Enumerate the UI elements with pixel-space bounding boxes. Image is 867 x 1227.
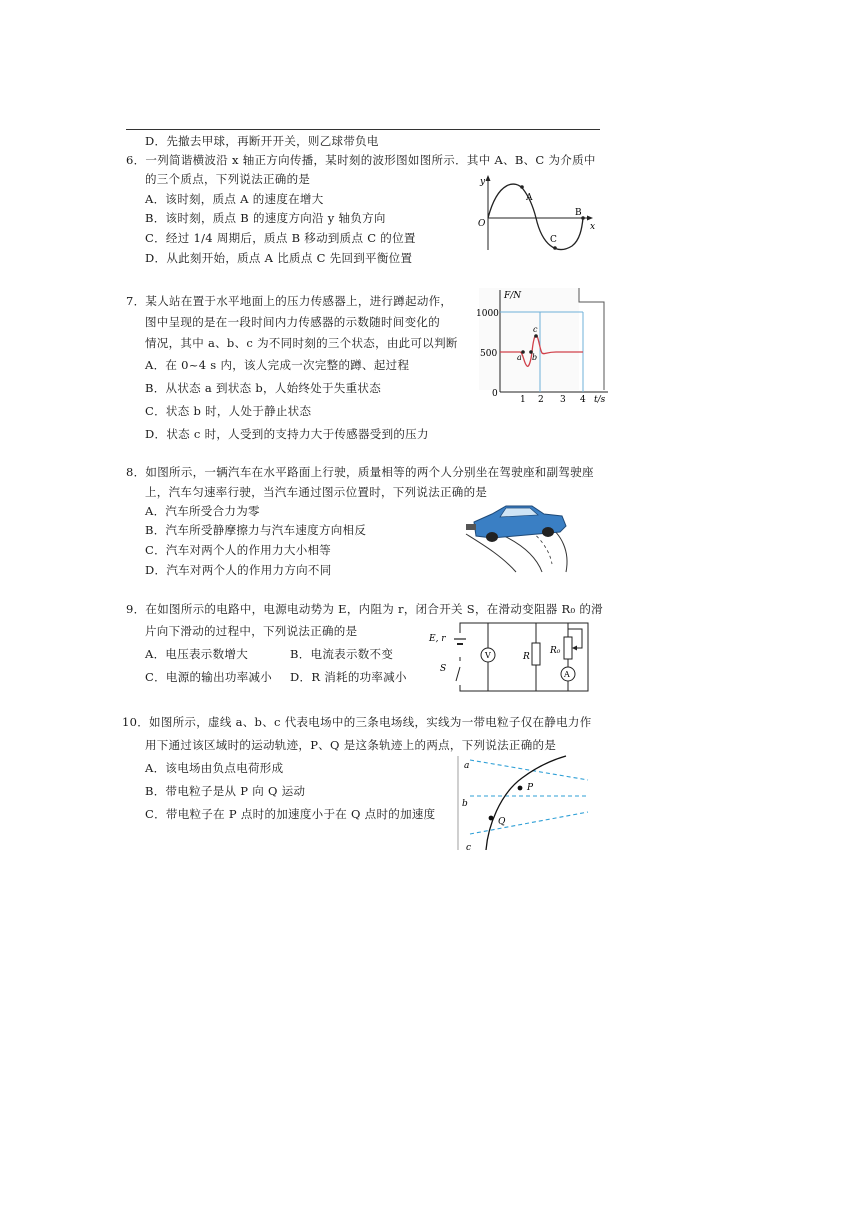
q9-switch-label: S	[440, 664, 447, 674]
q6-option-d: D．从此刻开始，质点 A 比质点 C 先回到平衡位置	[145, 251, 413, 265]
q10-label-a: a	[464, 761, 470, 771]
q6-option-b: B．该时刻，质点 B 的速度方向沿 y 轴负方向	[145, 211, 386, 225]
q6-option-c: C．经过 1/4 周期后，质点 B 移动到质点 C 的位置	[145, 231, 416, 245]
q10-field-line-c	[470, 812, 588, 834]
q9-ammeter-label: A	[564, 670, 570, 679]
q9-option-a: A．电压表示数增大	[145, 647, 249, 661]
q8-option-c: C．汽车对两个人的作用力大小相等	[145, 543, 332, 557]
q6-stem-line2: 的三个质点，下列说法正确的是	[145, 172, 311, 186]
q6-wave-curve	[488, 184, 583, 249]
q7-force-chart	[476, 286, 616, 408]
q10-stem-line2: 用下通过该区域时的运动轨迹，P、Q 是这条轨迹上的两点，下列说法正确的是	[145, 738, 557, 752]
q6-label-c: C	[550, 235, 557, 245]
q8-car-wheel-front	[486, 532, 498, 542]
q6-origin-label: O	[478, 219, 486, 229]
q9-slider-arrow	[572, 646, 577, 651]
q6-stem-line1: 6．一列简谐横波沿 x 轴正方向传播，某时刻的波形图如图所示．其中 A、B、C 为介质中	[126, 153, 596, 167]
q6-y-arrow	[486, 175, 491, 181]
q6-point-a	[520, 185, 524, 189]
q9-rheostat	[564, 637, 572, 659]
q10-option-c: C．带电粒子在 P 点时的加速度小于在 Q 点时的加速度	[145, 807, 436, 821]
q7-y-label: F/N	[504, 291, 522, 301]
q8-car-bumper	[466, 524, 476, 530]
top-divider	[126, 129, 600, 130]
q10-point-p	[518, 786, 523, 791]
q8-option-a: A．汽车所受合力为零	[145, 504, 260, 518]
q10-option-a: A．该电场由负点电荷形成	[145, 761, 284, 775]
q10-stem-line1: 10．如图所示，虚线 a、b、c 代表电场中的三条电场线，实线为一带电粒子仅在静电力作	[122, 715, 592, 729]
q7-xtick-4: 4	[580, 395, 586, 405]
q7-x-label: t/s	[594, 395, 606, 405]
q7-option-d: D．状态 c 时，人受到的支持力大于传感器受到的压力	[145, 427, 429, 441]
q8-car-wheel-rear	[542, 527, 554, 537]
q8-option-b: B．汽车所受静摩擦力与汽车速度方向相反	[145, 523, 367, 537]
q9-circuit	[426, 619, 606, 695]
q7-label-a: a	[517, 353, 522, 362]
q7-chart-bg	[479, 288, 579, 390]
q7-stem-line3: 情况，其中 a、b、c 为不同时刻的三个状态，由此可以判断	[145, 336, 458, 350]
q9-stem-line2: 片向下滑动的过程中，下列说法正确的是	[145, 624, 358, 638]
q6-x-label: x	[590, 222, 596, 232]
q7-stem-line1: 7．某人站在置于水平地面上的压力传感器上，进行蹲起动作，	[126, 294, 453, 308]
q10-field-line-a	[470, 760, 588, 780]
q9-r0-label: R₀	[550, 646, 561, 656]
q6-point-b	[581, 216, 585, 220]
q8-option-d: D．汽车对两个人的作用力方向不同	[145, 563, 332, 577]
q9-option-c: C．电源的输出功率减小	[145, 670, 273, 684]
q10-label-p: P	[527, 783, 534, 793]
q10-option-b: B．带电粒子是从 P 向 Q 运动	[145, 784, 306, 798]
q7-ytick-0: 0	[492, 389, 498, 399]
q6-y-label: y	[480, 177, 486, 187]
q9-source-label: E, r	[429, 634, 446, 644]
q8-stem-line1: 8．如图所示，一辆汽车在水平路面上行驶，质量相等的两个人分别坐在驾驶座和副驾驶座	[126, 465, 594, 479]
q10-trajectory	[486, 756, 566, 850]
q7-label-c: c	[533, 325, 538, 334]
q7-xtick-3: 3	[560, 395, 566, 405]
q7-option-b: B．从状态 a 到状态 b，人始终处于失重状态	[145, 381, 382, 395]
q9-stem-line1: 9．在如图所示的电路中，电源电动势为 E，内阻为 r，闭合开关 S，在滑动变阻器 R₀ 的滑	[126, 602, 603, 616]
q9-r-label: R	[523, 652, 530, 662]
q6-x-arrow	[587, 216, 593, 221]
q8-car-illustration	[462, 500, 582, 576]
q8-stem-line2: 上，汽车匀速率行驶，当汽车通过图示位置时，下列说法正确的是	[145, 485, 488, 499]
q7-xtick-1: 1	[520, 395, 526, 405]
q6-wave-figure	[472, 172, 602, 254]
q8-road-edge-mid	[500, 534, 542, 572]
q7-ytick-500: 500	[480, 349, 498, 359]
q10-field-figure	[456, 754, 594, 854]
q7-point-c	[534, 334, 538, 338]
q9-option-d: D．R 消耗的功率减小	[290, 670, 407, 684]
q7-label-b: b	[532, 353, 538, 362]
q10-point-q	[489, 816, 494, 821]
q6-label-a: A	[526, 193, 533, 203]
q7-option-c: C．状态 b 时，人处于静止状态	[145, 404, 312, 418]
q6-option-a: A．该时刻，质点 A 的速度在增大	[145, 192, 324, 206]
q10-label-b: b	[462, 799, 468, 809]
q7-xtick-2: 2	[538, 395, 544, 405]
q7-stem-line2: 图中呈现的是在一段时间内力传感器的示数随时间变化的	[145, 315, 440, 329]
q10-label-c: c	[466, 843, 472, 853]
q9-resistor-r	[532, 643, 540, 665]
q9-option-b: B．电流表示数不变	[290, 647, 394, 661]
q7-ytick-1000: 1000	[476, 309, 499, 319]
q7-option-a: A．在 0~4 s 内，该人完成一次完整的蹲、起过程	[145, 358, 410, 372]
q10-label-q: Q	[498, 817, 506, 827]
q9-voltmeter-label: V	[485, 651, 491, 660]
q6-label-b: B	[575, 208, 582, 218]
q5-option-d: D．先撤去甲球，再断开开关，则乙球带负电	[145, 134, 379, 148]
q6-point-c	[553, 246, 557, 250]
